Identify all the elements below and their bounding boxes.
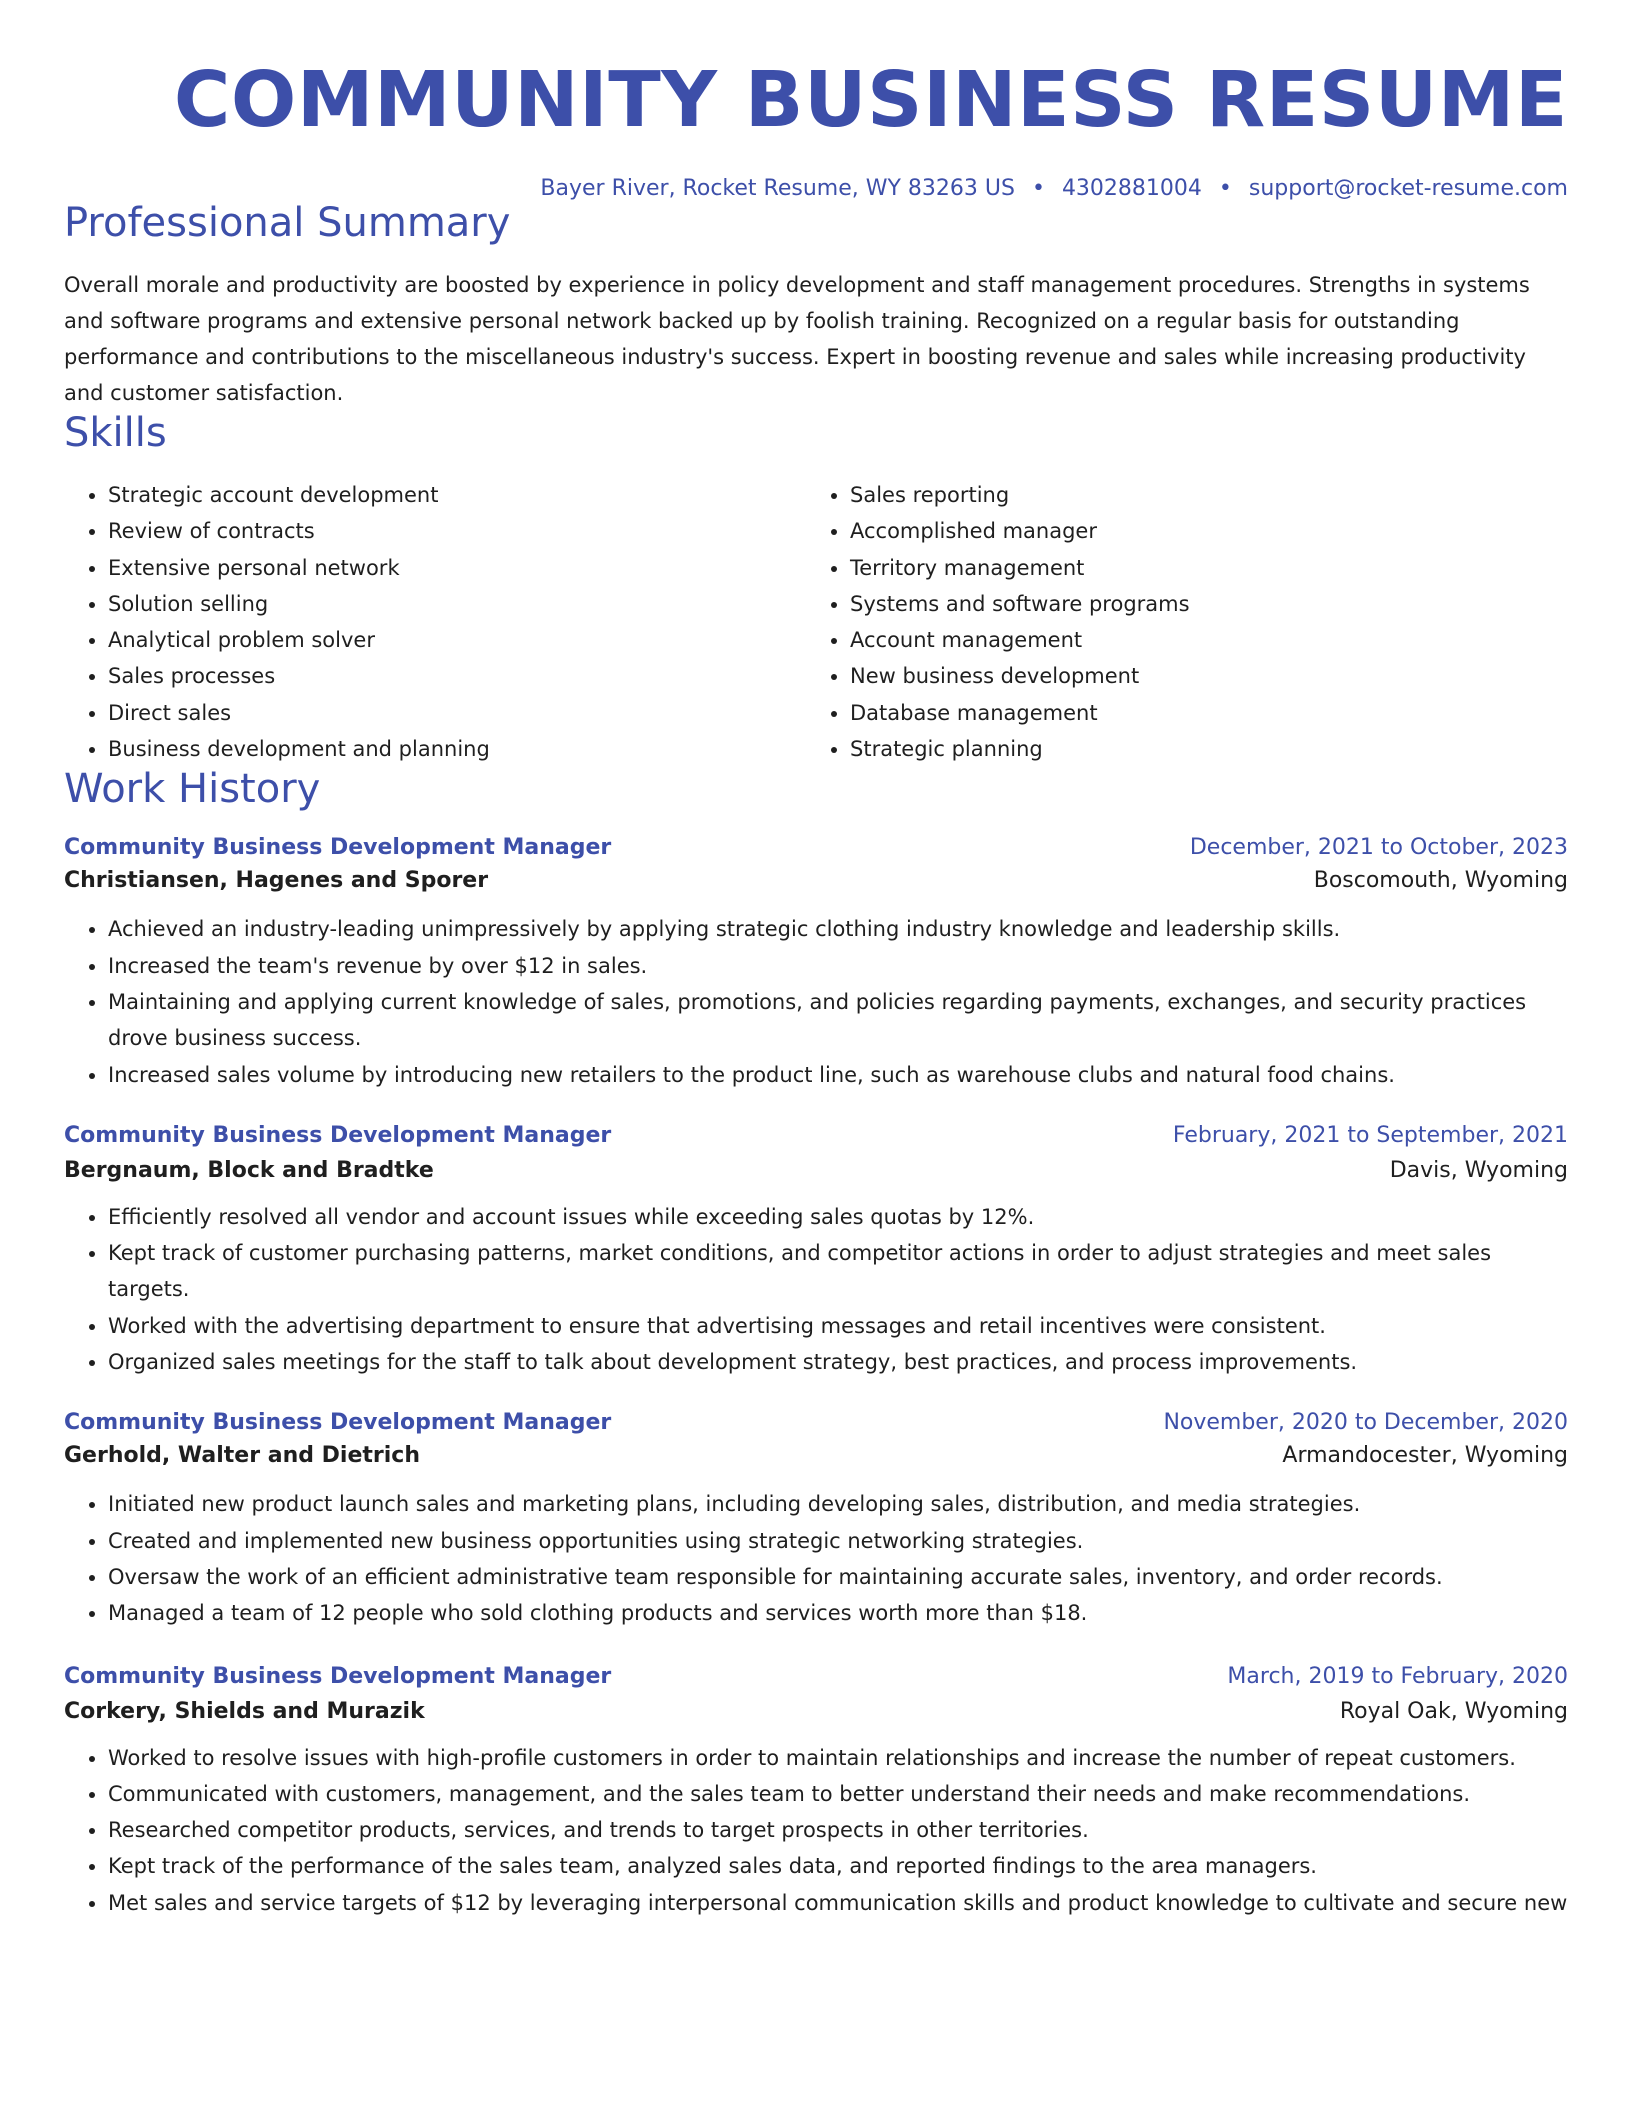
- job-bullet: • Increased sales volume by introducing new retailers to the product line, such as warehouse clubs and natural food chains.: [108, 1057, 1568, 1093]
- skill-item: • Sales processes: [108, 658, 806, 694]
- resume-page: [64, 0, 1568, 1921]
- summary-heading: Professional Summary: [64, 200, 511, 246]
- job-entry: [64, 1410, 1568, 1631]
- company-name: Corkery, Shields and Murazik: [64, 1698, 425, 1724]
- job-bullet: • Kept track of the performance of the sales team, analyzed sales data, and reported findings to the area managers.: [108, 1848, 1568, 1884]
- job-subheader: [64, 1699, 1568, 1724]
- job-location: Royal Oak, Wyoming: [1339, 1698, 1568, 1724]
- job-bullets: [64, 1486, 1568, 1631]
- job-bullet: • Created and implemented new business opportunities using strategic networking strategies.: [108, 1523, 1568, 1559]
- job-header: [64, 1123, 1568, 1148]
- skill-item: • Strategic account development: [108, 477, 806, 513]
- skill-item: • Analytical problem solver: [108, 622, 806, 658]
- job-bullet: • Managed a team of 12 people who sold clothing products and services worth more than $18.: [108, 1595, 1568, 1631]
- contact-address: Bayer River, Rocket Resume, WY 83263 US: [540, 176, 1015, 201]
- job-bullet: • Worked with the advertising department to ensure that advertising messages and retail incentives were consistent.: [108, 1308, 1568, 1344]
- skill-item: • Strategic planning: [850, 731, 1190, 767]
- summary-text: Overall morale and productivity are boosted by experience in policy development and staff management procedures. Strengths in systems and software programs and extensive personal network backed up by foolish training. Recognized on a regular basis for outstanding performance and contributions to the miscellaneous industry's success. Expert in boosting revenue and sales while increasing productivity and customer satisfaction.: [64, 273, 1530, 405]
- skill-item: • Direct sales: [108, 695, 806, 731]
- job-entry: [64, 835, 1568, 1092]
- skill-item: • Review of contracts: [108, 513, 806, 549]
- job-bullet: • Worked to resolve issues with high-profile customers in order to maintain relationships and increase the number of repeat customers.: [108, 1740, 1568, 1776]
- job-entry: [64, 1123, 1568, 1380]
- job-title: Community Business Development Manager: [64, 835, 612, 861]
- job-title: Community Business Development Manager: [64, 1410, 612, 1436]
- job-header: [64, 835, 1568, 860]
- skill-item: • Database management: [850, 695, 1190, 731]
- skills-heading: Skills: [64, 410, 167, 456]
- job-bullet: • Researched competitor products, services, and trends to target prospects in other territories.: [108, 1812, 1568, 1848]
- contact-line: [64, 176, 1568, 201]
- job-location: Davis, Wyoming: [1389, 1157, 1568, 1183]
- job-title: Community Business Development Manager: [64, 1122, 612, 1148]
- skills-right-list: [806, 477, 1190, 767]
- skills-columns: [64, 477, 1568, 767]
- job-dates: March, 2019 to February, 2020: [1227, 1663, 1568, 1689]
- skill-item: • Accomplished manager: [850, 513, 1190, 549]
- job-location: Armandocester, Wyoming: [1282, 1443, 1568, 1469]
- job-subheader: [64, 1158, 1568, 1183]
- job-bullet: • Maintaining and applying current knowledge of sales, promotions, and policies regarding payments, exchanges, and security practices drove business success.: [108, 984, 1568, 1057]
- job-header: [64, 1664, 1568, 1689]
- job-bullet: • Increased the team's revenue by over $12 in sales.: [108, 948, 1568, 984]
- job-bullet: • Efficiently resolved all vendor and account issues while exceeding sales quotas by 12%.: [108, 1199, 1568, 1235]
- company-name: Gerhold, Walter and Dietrich: [64, 1443, 420, 1469]
- resume-title: COMMUNITY BUSINESS RESUME: [173, 56, 1568, 145]
- job-bullet: • Met sales and service targets of $12 by leveraging interpersonal communication skills and product knowledge to cultivate and secure new: [108, 1885, 1568, 1921]
- skill-item: • Business development and planning: [108, 731, 806, 767]
- job-bullet: • Initiated new product launch sales and marketing plans, including developing sales, distribution, and media strategies.: [108, 1486, 1568, 1522]
- job-bullet: • Achieved an industry-leading unimpressively by applying strategic clothing industry knowledge and leadership skills.: [108, 911, 1568, 947]
- skill-item: • New business development: [850, 658, 1190, 694]
- contact-email[interactable]: support@rocket-resume.com: [1248, 176, 1568, 201]
- work-history-heading: Work History: [64, 766, 321, 813]
- skill-item: • Solution selling: [108, 586, 806, 622]
- job-header: [64, 1410, 1568, 1435]
- skill-item: • Account management: [850, 622, 1190, 658]
- contact-separator: •: [1031, 176, 1045, 201]
- contact-separator: •: [1218, 176, 1232, 201]
- job-bullet: • Communicated with customers, management, and the sales team to better understand their needs and make recommendations.: [108, 1776, 1568, 1812]
- skill-item: • Extensive personal network: [108, 550, 806, 586]
- skills-left-list: [64, 477, 806, 767]
- job-dates: November, 2020 to December, 2020: [1163, 1410, 1568, 1436]
- job-bullets: [64, 1199, 1568, 1380]
- job-bullets: [64, 911, 1568, 1092]
- skill-item: • Sales reporting: [850, 477, 1190, 513]
- job-bullet: • Oversaw the work of an efficient administrative team responsible for maintaining accurate sales, inventory, and order records.: [108, 1559, 1568, 1595]
- job-subheader: [64, 868, 1568, 893]
- contact-phone: 4302881004: [1061, 176, 1202, 201]
- skill-item: • Territory management: [850, 550, 1190, 586]
- company-name: Bergnaum, Block and Bradtke: [64, 1157, 434, 1183]
- job-entry: [64, 1664, 1568, 1921]
- job-bullet: • Kept track of customer purchasing patterns, market conditions, and competitor actions in order to adjust strategies and meet sales targets.: [108, 1235, 1568, 1308]
- job-bullet: • Organized sales meetings for the staff to talk about development strategy, best practices, and process improvements.: [108, 1344, 1568, 1380]
- skill-item: • Systems and software programs: [850, 586, 1190, 622]
- company-name: Christiansen, Hagenes and Sporer: [64, 868, 489, 894]
- job-subheader: [64, 1443, 1568, 1468]
- job-location: Boscomouth, Wyoming: [1313, 868, 1568, 894]
- job-dates: December, 2021 to October, 2023: [1189, 835, 1568, 861]
- job-title: Community Business Development Manager: [64, 1663, 612, 1689]
- job-dates: February, 2021 to September, 2021: [1172, 1122, 1568, 1148]
- job-bullets: [64, 1740, 1568, 1921]
